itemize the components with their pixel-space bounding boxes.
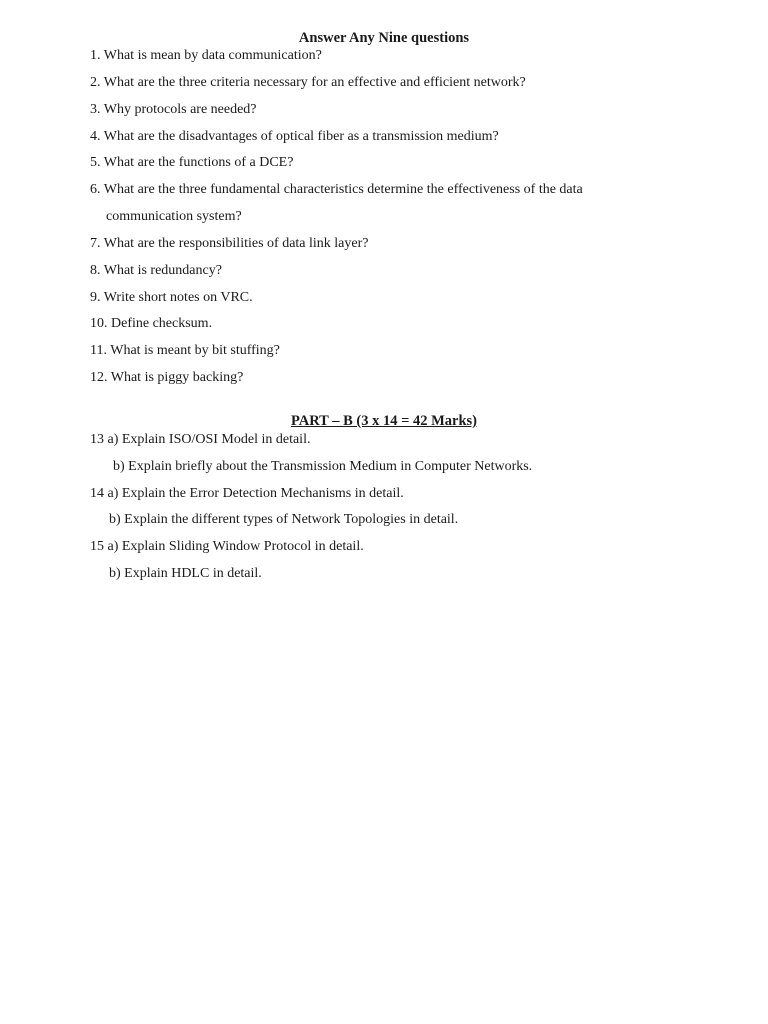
question-10: 10. Define checksum. xyxy=(90,316,213,331)
question-7: 7. What are the responsibilities of data link layer? xyxy=(90,236,369,251)
part-a-heading: Answer Any Nine questions xyxy=(298,30,470,46)
question-14a: 14 a) Explain the Error Detection Mechanisms in detail. xyxy=(90,486,404,501)
question-8: 8. What is redundancy? xyxy=(90,263,222,278)
question-13a: 13 a) Explain ISO/OSI Model in detail. xyxy=(90,432,311,447)
question-14b: b) Explain the different types of Network Topologies in detail. xyxy=(109,512,459,527)
question-5: 5. What are the functions of a DCE? xyxy=(90,155,294,170)
question-4: 4. What are the disadvantages of optical fiber as a transmission medium? xyxy=(90,129,499,144)
question-6: 6. What are the three fundamental characteristics determine the effectiveness of the data xyxy=(90,182,583,197)
question-13b: b) Explain briefly about the Transmission Medium in Computer Networks. xyxy=(113,459,533,474)
question-15b: b) Explain HDLC in detail. xyxy=(109,566,262,581)
question-2: 2. What are the three criteria necessary for an effective and efficient network? xyxy=(90,75,526,90)
question-9: 9. Write short notes on VRC. xyxy=(90,290,253,305)
question-15a: 15 a) Explain Sliding Window Protocol in detail. xyxy=(90,539,364,554)
question-3: 3. Why protocols are needed? xyxy=(90,102,257,117)
question-1: 1. What is mean by data communication? xyxy=(90,48,322,63)
question-12: 12. What is piggy backing? xyxy=(90,370,244,385)
part-b-heading: PART – B (3 x 14 = 42 Marks) xyxy=(290,413,478,429)
question-6-continued: communication system? xyxy=(106,209,242,224)
question-11: 11. What is meant by bit stuffing? xyxy=(90,343,280,358)
